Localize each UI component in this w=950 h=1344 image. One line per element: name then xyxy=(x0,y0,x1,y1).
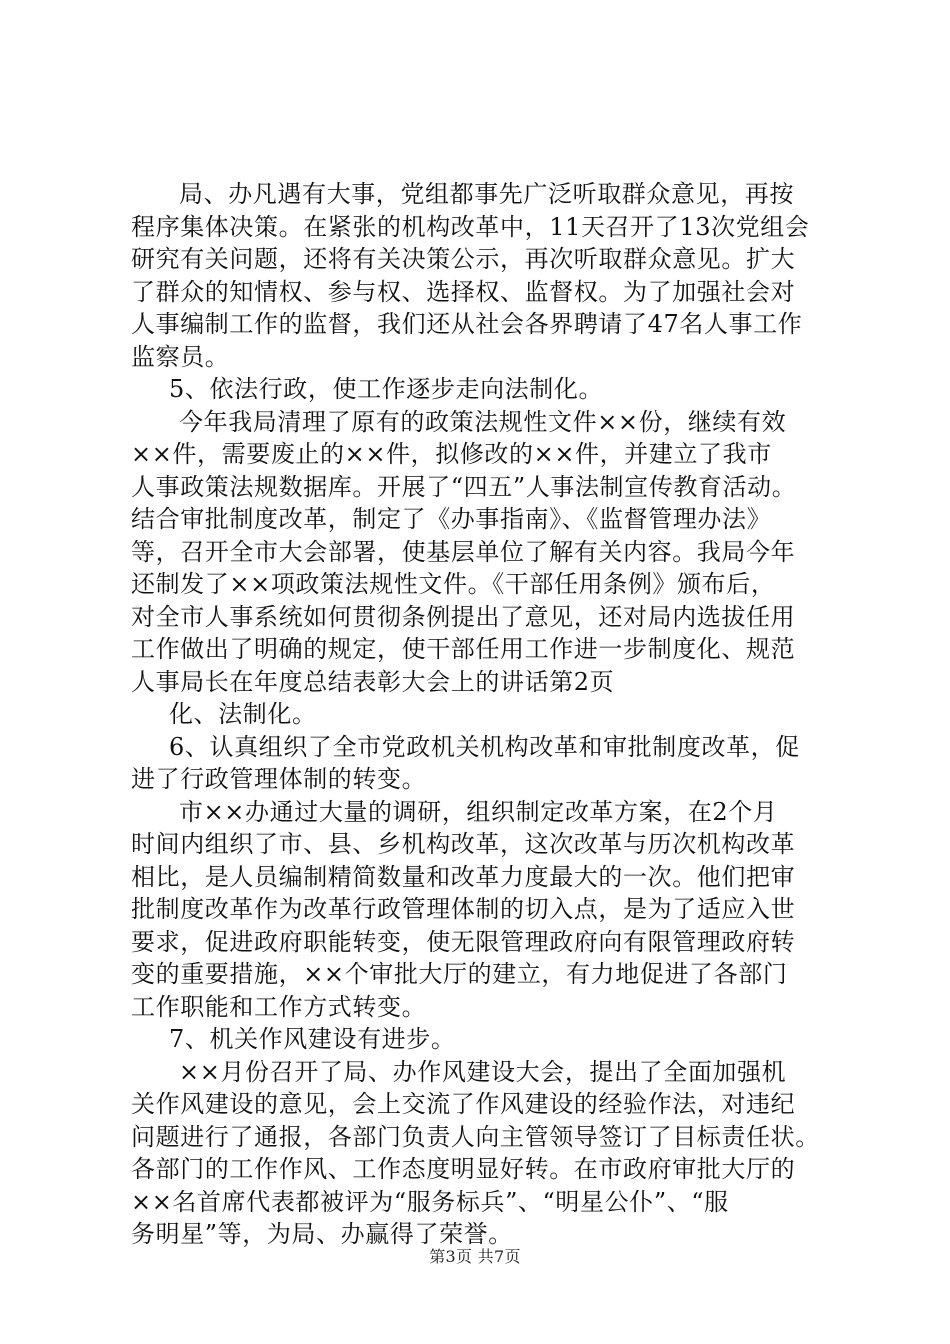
paragraph-line: 要求，促进政府职能转变，使无限管理政府向有限管理政府转 xyxy=(131,927,796,956)
paragraph-line: 进了行政管理体制的转变。 xyxy=(131,765,427,793)
document-body xyxy=(131,178,831,1251)
paragraph-line: 时间内组织了市、县、乡机构改革，这次改革与历次机构改革 xyxy=(131,830,796,858)
page-number: 第3页 共7页 xyxy=(429,1247,521,1266)
paragraph-line: 工作做出了明确的规定，使干部任用工作进一步制度化、规范 xyxy=(131,635,796,663)
paragraph-line: 局、办凡遇有大事，党组都事先广泛听取群众意见，再按 xyxy=(179,180,794,208)
paragraph-line: 工作职能和工作方式转变。 xyxy=(131,992,427,1021)
section-heading: 7、机关作风建设有进步。 xyxy=(169,1025,456,1053)
paragraph-line: 还制发了××项政策法规性文件。《干部任用条例》颁布后， xyxy=(131,570,776,598)
paragraph-line: 化、法制化。 xyxy=(169,700,317,728)
paragraph-line: 变的重要措施，××个审批大厅的建立，有力地促进了各部门 xyxy=(131,960,788,988)
paragraph-line: 今年我局清理了原有的政策法规性文件××份，继续有效 xyxy=(179,407,787,436)
inline-page-title: 人事局长在年度总结表彰大会上的讲话第2页 xyxy=(131,667,615,696)
paragraph-line: 程序集体决策。在紧张的机构改革中，11天召开了13次党组会 xyxy=(131,212,810,241)
paragraph-line: ××月份召开了局、办作风建设大会，提出了全面加强机 xyxy=(179,1057,787,1086)
paragraph-line: 人事政策法规数据库。开展了“四五”人事法制宣传教育活动。 xyxy=(131,472,797,501)
paragraph-line: 研究有关问题，还将有关决策公示，再次听取群众意见。扩大 xyxy=(131,245,796,273)
paragraph-line: 相比，是人员编制精简数量和改革力度最大的一次。他们把审 xyxy=(131,862,796,891)
paragraph-line: 对全市人事系统如何贯彻条例提出了意见，还对局内选拔任用 xyxy=(131,602,796,631)
paragraph-line: 批制度改革作为改革行政管理体制的切入点，是为了适应入世 xyxy=(131,895,796,923)
section-heading: 6、认真组织了全市党政机关机构改革和审批制度改革，促 xyxy=(169,732,800,761)
paragraph-line: 市××办通过大量的调研，组织制定改革方案，在2个月 xyxy=(179,797,778,826)
paragraph-line: 问题进行了通报，各部门负责人向主管领导签订了目标责任状。 xyxy=(131,1122,820,1151)
paragraph-line: 了群众的知情权、参与权、选择权、监督权。为了加强社会对 xyxy=(131,277,796,306)
page-footer xyxy=(0,1244,950,1267)
paragraph-line: 结合审批制度改革，制定了《办事指南》、《监督管理办法》 xyxy=(131,505,772,533)
paragraph-line: 关作风建设的意见，会上交流了作风建设的经验作法，对违纪 xyxy=(131,1090,796,1118)
paragraph-line: ××件，需要废止的××件，拟修改的××件，并建立了我市 xyxy=(131,440,772,468)
paragraph-line: 等，召开全市大会部署，使基层单位了解有关内容。我局今年 xyxy=(131,537,796,566)
section-heading: 5、依法行政，使工作逐步走向法制化。 xyxy=(169,375,604,403)
paragraph-line: ××名首席代表都被评为“服务标兵”、“明星公仆”、“服 xyxy=(131,1187,729,1216)
paragraph-line: 各部门的工作作风、工作态度明显好转。在市政府审批大厅的 xyxy=(131,1155,796,1183)
paragraph-line: 务明星”等，为局、办赢得了荣誉。 xyxy=(131,1220,513,1248)
paragraph-line: 监察员。 xyxy=(131,342,230,371)
paragraph-line: 人事编制工作的监督，我们还从社会各界聘请了47名人事工作 xyxy=(131,310,803,338)
